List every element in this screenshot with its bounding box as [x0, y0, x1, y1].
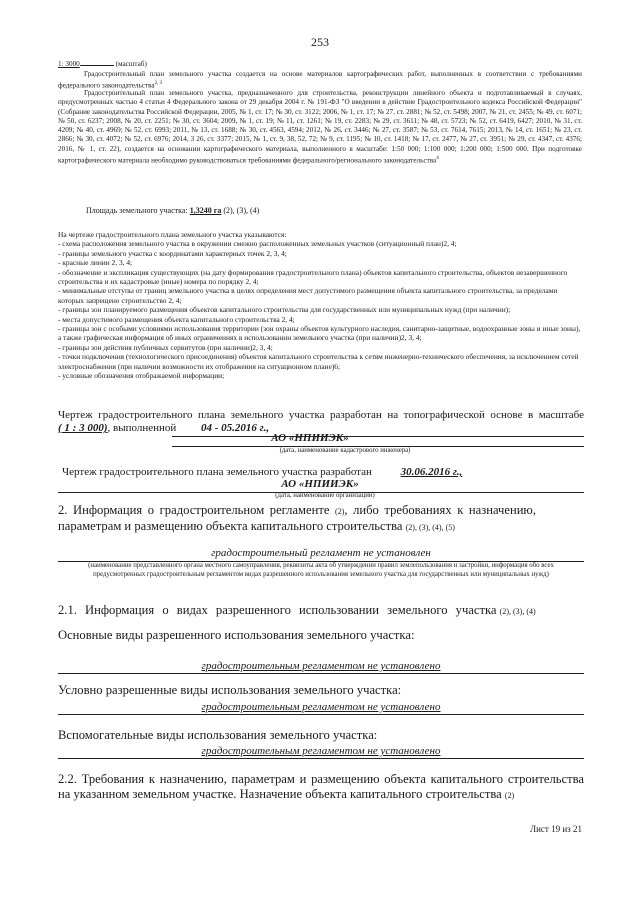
scale-value: 1: 3000 [58, 60, 80, 68]
plan-item: - схема расположения земельного участка в окружении смежно расположенных земельных участков (ситуационный план)2, 4; [58, 239, 457, 249]
section-2-title-text: 2. Информация о градостроительном регламенте [58, 503, 330, 517]
plan-item: - минимальные отступы от границ земельного участка в целях определения мест допустимого размещения объекта капитального строительства, за пределами которых запрещено строительство 2, 4; [58, 286, 558, 305]
dev-org: АО «НПИИЭК» [281, 478, 359, 490]
page-number: 253 [311, 35, 329, 49]
topo-date: 04 - 05.2016 г., [201, 422, 270, 434]
topo-scale: ( 1 : 3 000) [58, 422, 108, 434]
section-2-2-title-refs: (2) [504, 791, 515, 800]
area-line [86, 206, 259, 215]
section-2-2-title-text: 2.2. Требования к назначению, параметрам и размещению объекта капитального строительства на указанном земельном участке. Назначение объекта капитального строительства [58, 772, 584, 801]
dev-date: 30.06.2016 г., [400, 466, 463, 478]
area-value: 1,3240 га [189, 206, 222, 215]
plan-intro: На чертеже градостроительного плана земельного участка указываются: [58, 230, 287, 239]
section-2-1-title-text: 2.1. Информация о видах разрешенного использовании земельного участка [58, 603, 497, 617]
conditional-uses-label: Условно разрешенные виды использования земельного участка: [58, 683, 402, 697]
intro-paragraph-1-text: Градостроительный план земельного участка создается на основе материалов картографических работ, выполненных в соответствии с требованиями федерального законодательства [58, 70, 582, 90]
area-refs: (2), (3), (4) [223, 206, 260, 215]
area-label: Площадь земельного участка: [86, 206, 188, 215]
section-2-value: градостроительный регламент не установлен [211, 547, 431, 559]
plan-item: - границы зон с особыми условиями использования территории (зон охраны объектов культурного наследия, санитарно-защитные, водоохранные зоны и иные зоны), а также графическая информация об иных ограничениях в использовании земельного участка (при наличии)2, 3, 4; [58, 324, 581, 343]
auxiliary-uses-label: Вспомогательные виды использования земельного участка: [58, 728, 378, 742]
plan-item: - обозначение и экспликация существующих (на дату формирования градостроительного плана) объектов капитального строительства, объектов незавершенного строительства и их кадастровые (иные) номера по порядку 2, 4; [58, 267, 568, 287]
intro-paragraph-2 [58, 89, 582, 166]
main-uses-label: Основные виды разрешенного использования земельного участка: [58, 628, 415, 642]
sheet-number: Лист 19 из 21 [530, 824, 582, 834]
intro-paragraph-2-text: Градостроительный план земельного участка, предназначенного для строительства, реконструкции линейного объекта и подготавливаемый в случаях, предусмотренных частью 4 статьи 4 Федерального закона от 29 декабря 2004 г. № 191-ФЗ "О введении в действие Градостроительного кодекса Российской Федерации" (Собрание законодательства Российской Федерации, 2005, № 1, ст. 17; № 30, ст. 3122; 2006, № 1, ст. 17; № 27, ст. 2881; № 52, ст. 5498; 2007, № 21, ст. 2455; № 49, ст. 6071; № 50, ст. 6237; 2008, № 20, ст. 2251; № 30, ст. 3604; 2009, № 1, ст. 19; № 11, ст. 1261; № 19, ст. 2283; № 29, ст. 3611; № 48, ст. 5723; № 52, ст. 6419, 6427; 2010, № 31, ст. 4209; № 40, ст. 4969; № 52, ст. 6993; 2011, № 13, ст. 1688; № 30, ст. 4563, 4594; 2012, № 26, ст. 3446; № 27, ст. 3587; № 53, ст. 7614, 7615; 2013, № 14, ст. 1651; № 23, ст. 2866; № 30, ст. 4072; № 52, ст. 6976; 2014, 3 26, ст. 3377; 2015, № 1, ст. 9, 38, 52, 72; № 9, ст. 1195; № 10, ст. 1418; № 17, ст. 2477, № 27, ст. 3951; № 29, ст. 4347, ст. 4376; 2016, № 1, ст. 22), создается на основании картографического материала, выполненного в масштабе: 1:50 000; 1:100 000; 1:200 000; 1:500 000. При подготовке картографического материала необходимо руководствоваться требованиями федерального/регионального законодательства [58, 89, 582, 165]
plan-item: - границы зон планируемого размещения объектов капитального строительства для государственных или муниципальных нужд (при наличии); [58, 305, 511, 315]
section-2-1-title [58, 603, 584, 619]
plan-contents [58, 230, 584, 381]
conditional-uses-value: градостроительным регламентом не установлено [201, 701, 441, 713]
plan-item: - границы земельного участка с координатами характерных точек 2, 3, 4; [58, 248, 287, 258]
intro-paragraph-1-sup: 2, 3 [154, 81, 163, 87]
plan-item: - точки подключения (технологического присоединения) объектов капитального строительства к сетям инженерно-технического обеспечения, за исключением сетей электроснабжения (при наличии возможности их отображения на ситуационном плане)6; [58, 352, 579, 371]
auxiliary-uses-value: градостроительным регламентом не установлено [201, 745, 441, 757]
plan-item: - условные обозначения отображаемой информации; [58, 371, 225, 381]
dev-text: Чертеж градостроительного плана земельного участка разработан [62, 466, 372, 478]
topo-org: АО «НПИИЭК» [271, 432, 349, 444]
topo-caption: (дата, наименование кадастрового инженера) [279, 447, 411, 454]
section-2-title-sup: (2) [335, 507, 345, 516]
plan-item: - границы зон действия публичных сервитутов (при наличии)2, 3, 4; [58, 342, 273, 352]
topo-text: Чертеж градостроительного плана земельного участка разработан на топографической основе в масштабе [58, 409, 584, 421]
plan-item: - места допустимого размещения объекта капитального строительства 2, 4; [58, 314, 295, 324]
section-2-2-title [58, 772, 584, 803]
plan-item: - красные линии 2, 3, 4; [58, 258, 133, 268]
section-2-title [58, 503, 536, 535]
section-2-caption: (наименование представленного органа местного самоуправления, реквизиты акта об утверждении правил землепользования и застройки, информация обо всех предусмотренных градостроительным регламентом видах разрешенного использования земельного участка для государственных или муниципальных нужд) [88, 562, 554, 578]
scale-line [58, 60, 147, 69]
section-2-title-refs: (2), (3), (4), (5) [405, 523, 455, 532]
section-2-title-rest: , либо требованиях к назначению, параметрам и размещению объекта капитального строительства [58, 503, 536, 533]
dev-caption: (дата, наименование организации) [275, 492, 375, 499]
intro-paragraph-2-sup: 4 [436, 156, 439, 162]
main-uses-value: градостроительным регламентом не установлено [201, 660, 441, 672]
scale-label: (масштаб) [115, 60, 147, 68]
section-2-1-title-refs: (2), (3), (4) [499, 607, 536, 616]
intro-paragraph-1 [58, 70, 582, 91]
topo-done-label: , выполненной [107, 422, 177, 434]
